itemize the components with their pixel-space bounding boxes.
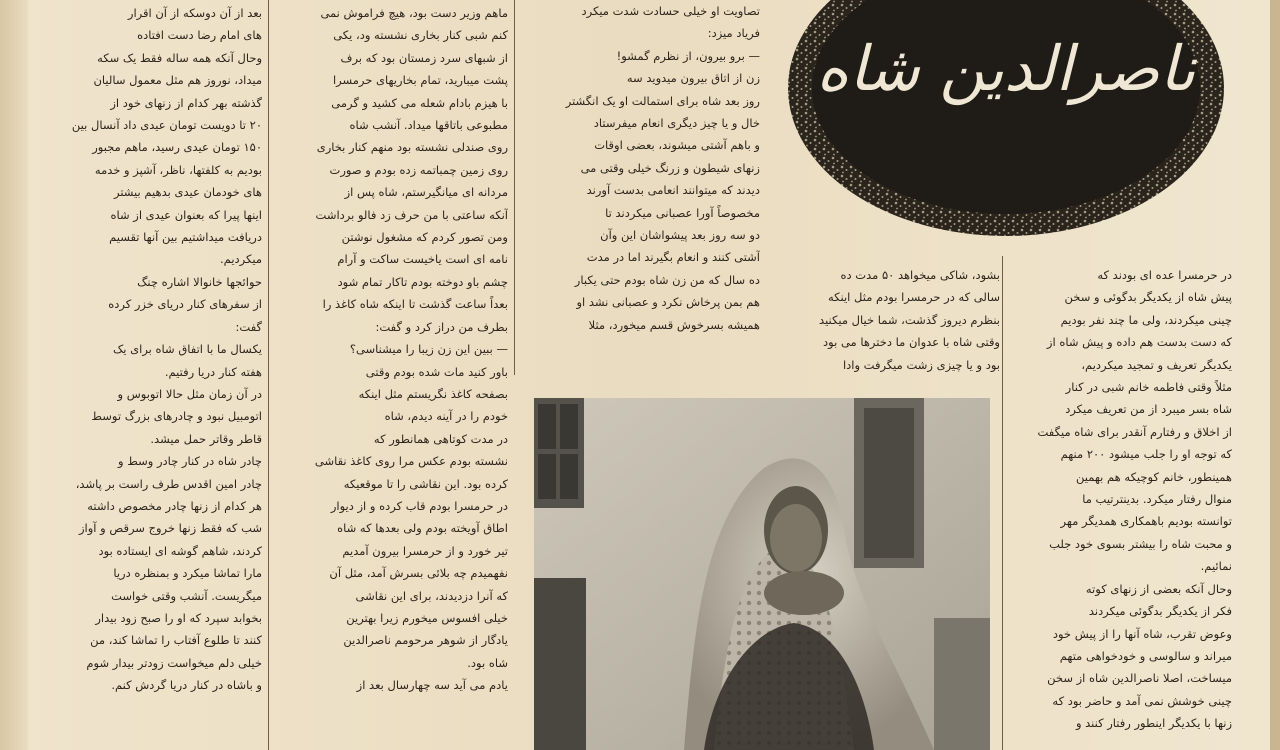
- text-line: آنکه ساعتی با من حرف زد فالو برداشت: [315, 207, 508, 222]
- text-line: بصفحه کاغذ نگریستم مثل اینکه: [358, 386, 508, 401]
- text-line: شب که فقط زنها خروج سرقص و آواز: [79, 521, 262, 536]
- text-line: که آنرا دزدیدند، برای این نقاشی: [355, 588, 508, 603]
- text-line: با هیزم بادام شعله می کشید و گرمی: [331, 95, 508, 110]
- text-line: زنهای شیطون و زرنگ خیلی وقتی می: [580, 160, 760, 175]
- text-line: مخصوصاً آورا عصبانی میکردند تا: [605, 205, 760, 220]
- text-line: روز بعد شاه برای استمالت او یک انگشتر: [565, 93, 760, 108]
- text-line: یادگار از شوهر مرحومم ناصرالدین: [343, 633, 508, 648]
- text-line: کنم شبی کنار بخاری نشسته ود، یکی: [333, 28, 508, 43]
- text-line: های امام رضا دست افتاده: [137, 28, 262, 43]
- emblem-title: ناصرالدین شاه: [816, 32, 1196, 105]
- text-line: خیلی افسوس میخورم زیرا بهترین: [346, 610, 508, 625]
- text-line: میکردیم.: [220, 252, 262, 267]
- text-line: اتومبیل نبود و چادرهای بزرگ توسط: [91, 409, 262, 424]
- text-line: آشتی کنند و انعام بگیرند اما در مدت: [586, 250, 760, 265]
- text-line: — ببین این زن زیبا را میشناسی؟: [349, 342, 508, 357]
- text-line: گذشته بهر کدام از زنهای خود از: [110, 95, 262, 110]
- text-line: مارا تماشا میکرد و بمنظره دریا: [113, 566, 262, 581]
- text-line: مطبوعی باتاقها میداد. آنشب شاه: [349, 118, 508, 133]
- text-line: دیدند که میتوانند انعامی بدست آورند: [586, 183, 760, 198]
- text-line: نمائیم.: [1200, 559, 1232, 574]
- text-line: خیلی دلم میخواست زودتر بیدار شوم: [86, 655, 262, 670]
- text-line: میساخت، اصلا ناصرالدین شاه از سخن: [1047, 671, 1232, 686]
- photo-veiled-woman: [534, 398, 990, 750]
- column-divider-3: [1002, 256, 1003, 750]
- text-line: هر کدام از زنها چادر مخصوص داشته: [87, 498, 262, 513]
- text-column-5: [1010, 264, 1232, 750]
- text-line: ومن تصور کردم که مشغول نوشتن: [341, 230, 508, 245]
- text-line: از شبهای سرد زمستان بود که برف: [340, 50, 508, 65]
- text-line: پیش شاه از یکدیگر بدگوئی و سخن: [1064, 290, 1232, 305]
- text-line: وحال آنکه بعضی از زنهای کوته: [1085, 581, 1232, 596]
- text-line: چادر امین اقدس طرف راست بر پاشد،: [75, 476, 262, 491]
- text-column-4: [768, 264, 1000, 376]
- text-line: میگریست. آنشب وقتی خواست: [111, 588, 262, 603]
- text-line: دریافت میداشتیم بین آنها تقسیم: [109, 230, 262, 245]
- text-line: فکر از یکدیگر بدگوئی میکردند: [1088, 604, 1232, 619]
- text-column-3: [520, 0, 760, 374]
- text-line: در آن زمان مثل حالا اتوبوس و: [117, 386, 262, 401]
- text-line: سالی که در حرمسرا بودم مثل اینکه: [828, 290, 1000, 305]
- text-line: باور کنید مات شده بودم وقتی: [365, 364, 508, 379]
- text-line: یادم می آید سه چهارسال بعد از: [356, 678, 508, 693]
- text-line: فریاد میزد:: [707, 26, 760, 41]
- text-line: همیشه بسرخوش قسم میخورد، مثلا: [588, 317, 760, 332]
- text-line: — برو بیرون، از نظرم گمشو!: [616, 48, 760, 63]
- text-line: کنند تا طلوع آفتاب را تماشا کند، من: [90, 633, 262, 648]
- text-line: از سفرهای کنار دریای خزر کرده: [108, 297, 262, 312]
- text-line: ده سال که من زن شاه بودم حتی یکبار: [574, 272, 760, 287]
- text-line: چادر شاه در کنار چادر وسط و: [117, 454, 262, 469]
- text-line: نامه ای است یاخیست ساکت و آرام: [337, 252, 508, 267]
- text-line: وحال آنکه همه ساله فقط یک سکه: [97, 50, 262, 65]
- text-line: زنها با یکدیگر اینطور رفتار کنند و: [1075, 716, 1232, 731]
- text-line: حوائجها خانوالا اشاره چنگ: [137, 274, 262, 289]
- text-line: که دست بدست هم داده و پیش شاه از: [1046, 335, 1232, 350]
- text-line: بودیم به کلفتها، ناظر، آشپز و خدمه: [94, 162, 262, 177]
- text-line: بطرف من دراز کرد و گفت:: [375, 319, 508, 334]
- text-line: در مدت کوتاهی همانطور که: [373, 431, 508, 446]
- text-column-1: [30, 2, 262, 750]
- text-line: نفهمیدم چه بلائی بسرش آمد، مثل آن: [329, 566, 508, 581]
- text-line: نشسته بودم عکس مرا روی کاغذ نقاشی: [314, 454, 508, 469]
- text-line: بود و یا چیزی زشت میگرفت وادا: [842, 357, 1000, 372]
- text-line: بعد از آن دوسکه از آن اقرار: [127, 6, 262, 20]
- text-line: هفته کنار دریا رفتیم.: [164, 364, 262, 379]
- text-line: خودم را در آینه دیدم، شاه: [384, 409, 508, 424]
- text-line: میداد، نوروز هم مثل معمول سالیان: [93, 73, 262, 88]
- text-column-2: [274, 2, 508, 750]
- text-line: مثلاً وقتی فاطمه خانم شبی در کنار: [1065, 380, 1232, 395]
- page-edge-left: [0, 0, 28, 750]
- text-line: ۲۰ تا دویست تومان عیدی داد آنسال بین: [71, 118, 262, 133]
- column-divider-1: [268, 0, 269, 750]
- page-edge-right: [1270, 0, 1280, 750]
- text-line: چشم باو دوخته بودم تاکار تمام شود: [337, 274, 508, 289]
- text-line: اطاق آویخته بودم ولی بعدها که شاه: [337, 521, 508, 536]
- text-line: یکدیگر تعریف و تمجید میکردیم،: [1081, 357, 1232, 372]
- text-line: وعوض تقرب، شاه آنها را از پیش خود: [1052, 626, 1232, 641]
- text-line: بعداً ساعت گذشت تا اینکه شاه کاغذ را: [322, 297, 508, 312]
- text-line: کردند، شاهم گوشه ای ایستاده بود: [98, 543, 262, 558]
- text-line: یکسال ما با اتفاق شاه برای یک: [112, 342, 262, 357]
- text-line: و باهم آشتی میشوند، بعضی اوقات: [594, 138, 760, 153]
- text-line: میراند و سالوسی و خودخواهی متهم: [1059, 648, 1232, 663]
- text-line: تیر خورد و از حرمسرا بیرون آمدیم: [342, 543, 508, 558]
- text-line: از اخلاق و رفتارم آنقدر برای شاه میگفت: [1037, 424, 1232, 439]
- text-line: هم بمن پرخاش نکرد و عصبانی نشد او: [576, 295, 760, 310]
- text-line: ۱۵۰ تومان عیدی رسید، ماهم مجبور: [92, 140, 262, 155]
- text-line: و محبت شاه را بیشتر بسوی خود جلب: [1049, 536, 1232, 551]
- title-emblem: [786, 0, 1226, 240]
- text-line: مردانه ای میانگیرستم، شاه پس از: [344, 185, 508, 200]
- text-line: زن از اتاق بیرون میدوید سه: [626, 71, 760, 86]
- text-line: چینی خوشش نمی آمد و حاضر بود که: [1052, 693, 1232, 708]
- text-line: ماهم وزیر دست بود، هیچ فراموش نمی: [320, 6, 508, 20]
- text-line: تصاویت او خیلی حسادت شدت میکرد: [581, 4, 760, 18]
- text-line: اینها پیرا که بعنوان عیدی از شاه: [110, 207, 262, 222]
- text-line: کرده بود. این نقاشی را تا موقعیکه: [343, 476, 508, 491]
- column-divider-2: [514, 0, 515, 375]
- text-line: در حرمسرا بودم قاب کرده و از دیوار: [330, 498, 508, 513]
- text-line: روی زمین چمباتمه زده بودم و صورت: [329, 162, 508, 177]
- text-line: شاه بسر میبرد از من تعریف میکرد: [1065, 402, 1232, 417]
- text-line: روی صندلی نشسته بود منهم کنار بخاری: [316, 140, 508, 155]
- text-line: توانسته بودیم باهمکاری همدیگر مهر: [1060, 514, 1232, 529]
- text-line: همینطور، خانم کوچیکه هم بهمین: [1076, 469, 1232, 484]
- text-line: های خودمان عیدی بدهیم بیشتر: [113, 185, 262, 200]
- text-line: گفت:: [235, 319, 262, 334]
- text-line: بخوابد سپرد که او را صبح زود بیدار: [95, 610, 262, 625]
- text-line: پشت میبارید، تمام بخاریهای حرمسرا: [332, 73, 508, 88]
- text-line: بشود، شاکی میخواهد ۵۰ مدت ده: [840, 268, 1000, 282]
- text-line: دو سه روز بعد پیشواشان این وآن: [600, 228, 760, 243]
- text-line: خال و یا چیز دیگری انعام میفرستاد: [593, 116, 760, 131]
- text-line: شاه بود.: [467, 655, 508, 670]
- text-line: در حرمسرا عده ای بودند که: [1097, 268, 1232, 282]
- text-line: که توجه او را جلب میشود ۲۰۰ منهم: [1060, 447, 1232, 462]
- text-line: و باشاه در کنار دریا گردش کنم.: [111, 678, 262, 693]
- text-line: چینی میکردند، ولی ما چند نفر بودیم: [1060, 312, 1232, 327]
- text-line: منوال رفتار میکرد. بدینترتیب ما: [1082, 492, 1232, 507]
- text-line: بنظرم دیروز گذشت، شما خیال میکنید: [819, 312, 1000, 327]
- text-line: قاطر وقاتر حمل میشد.: [150, 431, 262, 446]
- text-line: وقتی شاه با عدوان ما دخترها می بود: [823, 335, 1000, 350]
